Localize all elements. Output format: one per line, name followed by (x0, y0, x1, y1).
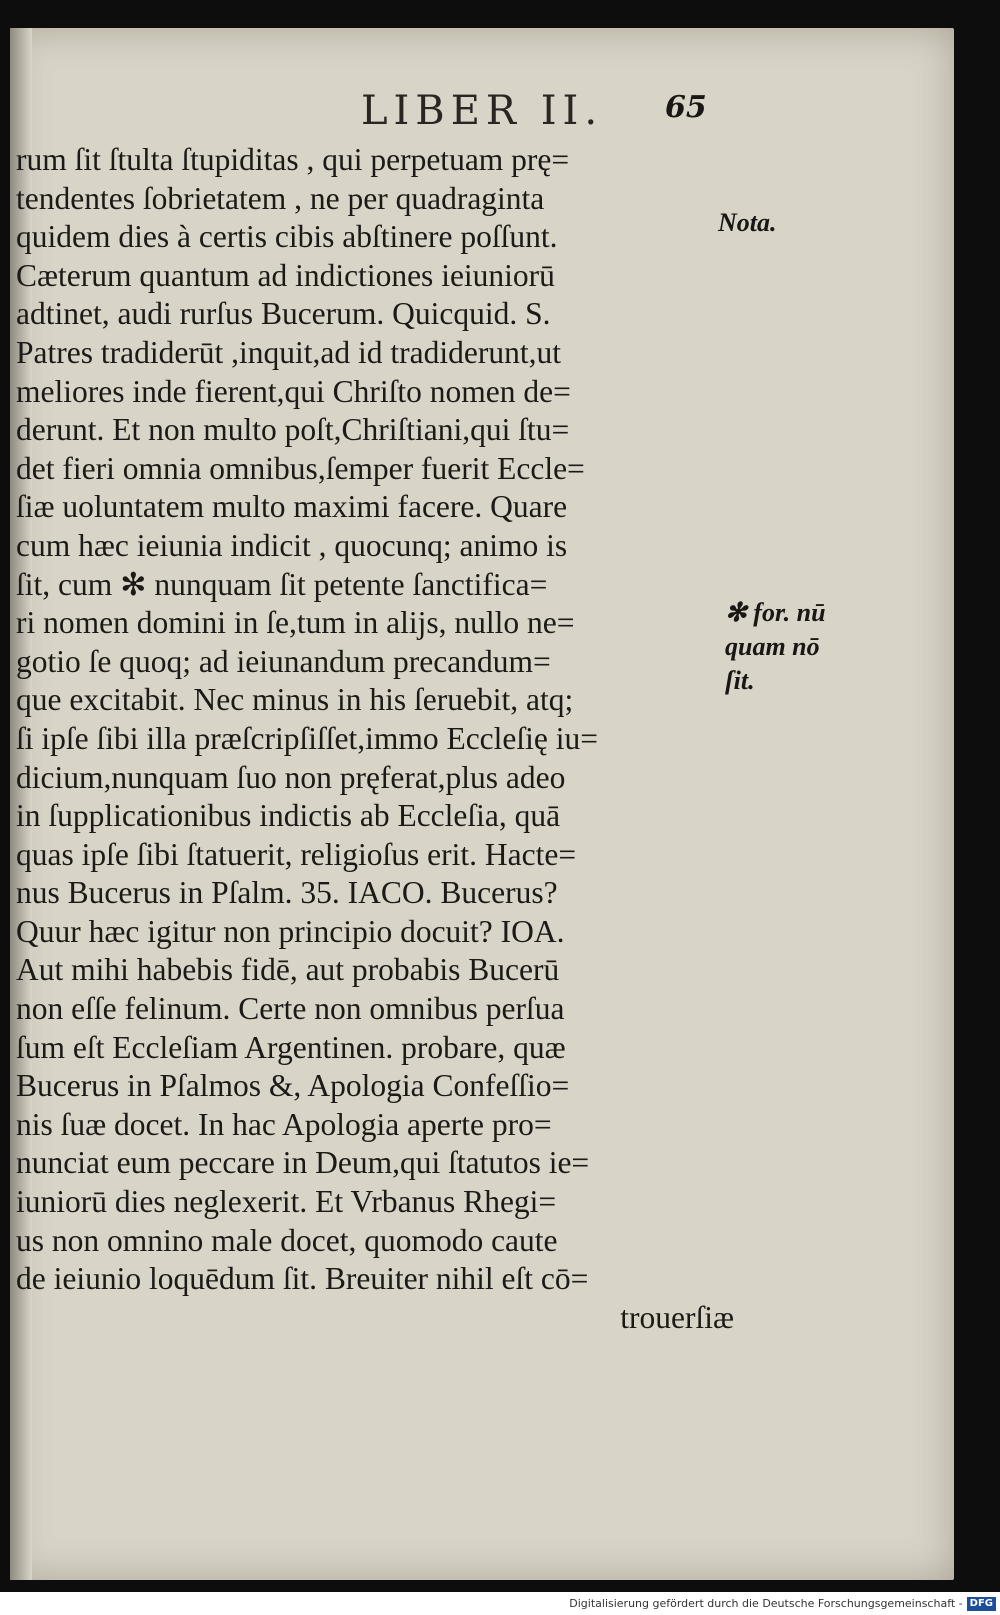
marginal-note-correction (725, 596, 826, 698)
text-line: adtinet, audi rurſus Bucerum. Quicquid. S. (16, 296, 551, 332)
text-line: quidem dies à certis cibis abſtinere poſſunt. (16, 219, 558, 255)
text-line: rum ſit ſtulta ſtupiditas , qui perpetuam prę= (16, 142, 570, 177)
text-line: nis ſuæ docet. In hac Apologia aperte pro= (16, 1106, 552, 1142)
text-line: det fieri omnia omnibus,ſemper fuerit Eccle= (16, 450, 585, 486)
text-line: de ieiunio loquēdum ſit. Breuiter nihil eſt cō= (16, 1261, 589, 1297)
text-line: nunciat eum peccare in Deum,qui ſtatutos ie= (16, 1145, 590, 1181)
text-line: Aut mihi habebis fidē, aut probabis Bucerū (16, 952, 560, 988)
text-line: ſum eſt Eccleſiam Argentinen. probare, quæ (16, 1029, 566, 1065)
marginal-note-nota: Nota. (718, 208, 777, 237)
text-line: non eſſe felinum. Certe non omnibus perſua (16, 991, 565, 1027)
text-line: cum hæc ieiunia indicit , quocunq; animo is (16, 527, 568, 563)
body-text (16, 141, 736, 1337)
text-line: ſiæ uoluntatem multo maximi facere. Quare (16, 489, 568, 525)
dfg-logo: DFG (967, 1597, 996, 1611)
text-line: Cæterum quantum ad indictiones ieiuniorū (16, 257, 555, 293)
text-line: dicium,nunquam ſuo non pręferat,plus adeo (16, 759, 566, 795)
marginal-line: ſit. (725, 666, 755, 695)
digitization-footer (0, 1592, 1000, 1615)
text-line: que excitabit. Nec minus in his ſeruebit, atq; (16, 682, 574, 718)
text-line: derunt. Et non multo poſt,Chriſtiani,qui ſtu= (16, 412, 570, 448)
text-line: Quur hæc igitur non principio docuit? IOA. (16, 913, 565, 949)
marginal-line: quam nō (725, 632, 820, 661)
text-line: meliores inde fierent,qui Chriſto nomen de= (16, 373, 571, 409)
marginal-line: ✻ for. nū (725, 598, 826, 627)
text-line: Bucerus in Pſalmos &, Apologia Confeſſio= (16, 1068, 570, 1104)
text-line: gotio ſe quoq; ad ieiunandum precandum= (16, 643, 551, 679)
text-line: iuniorū dies neglexerit. Et Vrbanus Rhegi= (16, 1184, 557, 1220)
text-line: Patres tradiderūt ,inquit,ad id tradiderunt,ut (16, 334, 561, 370)
text-line: nus Bucerus in Pſalm. 35. IACO. Bucerus? (16, 875, 558, 911)
footer-credit: Digitalisierung gefördert durch die Deutsche Forschungsgemeinschaft - (569, 1597, 963, 1610)
catchword: trouerſiæ (620, 1299, 734, 1335)
folio-number: 65 (665, 90, 707, 125)
running-title: LIBER II. (360, 88, 604, 134)
text-line: ſi ipſe ſibi illa præſcripſiſſet,immo Eccleſię iu= (16, 720, 599, 756)
text-line: ri nomen domini in ſe,tum in alijs, nullo ne= (16, 605, 575, 641)
text-line: ſit, cum ✻ nunquam ſit petente ſanctifica= (16, 566, 548, 602)
text-line: us non omnino male docet, quomodo caute (16, 1222, 558, 1258)
text-line: tendentes ſobrietatem , ne per quadraginta (16, 180, 545, 216)
text-line: in ſupplicationibus indictis ab Eccleſia, quā (16, 798, 561, 834)
book-page (10, 28, 954, 1580)
text-line: quas ipſe ſibi ſtatuerit, religioſus erit. Hacte= (16, 836, 577, 872)
